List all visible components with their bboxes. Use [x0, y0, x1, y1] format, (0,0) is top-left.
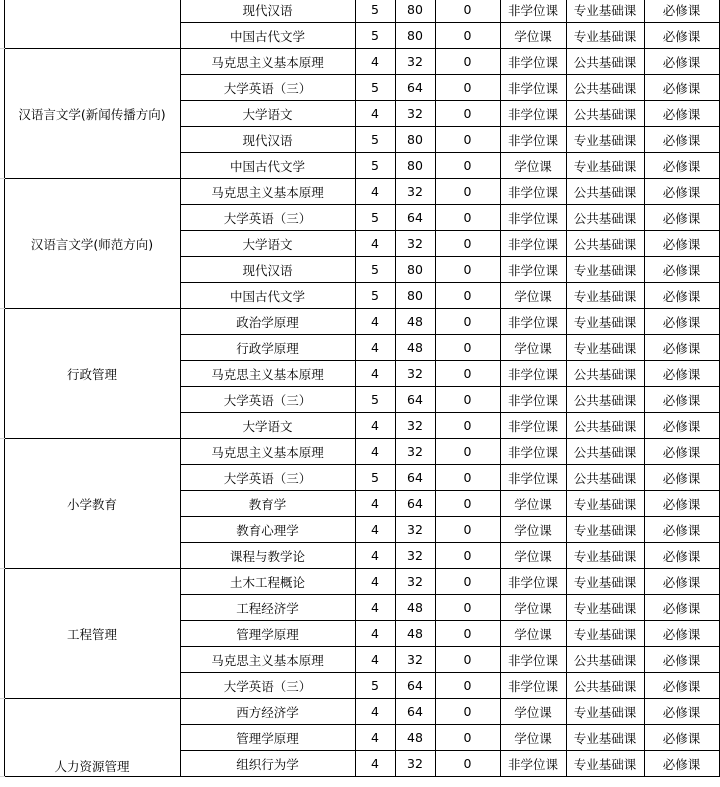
credit-cell: 5	[355, 205, 395, 231]
credit-cell: 5	[355, 75, 395, 101]
degree-type-cell: 学位课	[500, 699, 566, 725]
course-name-cell: 政治学原理	[180, 309, 355, 335]
course-name-cell: 教育心理学	[180, 517, 355, 543]
degree-type-cell: 非学位课	[500, 179, 566, 205]
zero-cell: 0	[435, 725, 500, 751]
credit-cell: 4	[355, 647, 395, 673]
zero-cell: 0	[435, 361, 500, 387]
hours-cell: 80	[395, 257, 435, 283]
zero-cell: 0	[435, 387, 500, 413]
course-category-cell: 公共基础课	[566, 361, 644, 387]
degree-type-cell: 非学位课	[500, 101, 566, 127]
required-type-cell: 必修课	[644, 153, 719, 179]
required-type-cell: 必修课	[644, 699, 719, 725]
hours-cell: 80	[395, 23, 435, 49]
degree-type-cell: 学位课	[500, 491, 566, 517]
credit-cell: 4	[355, 179, 395, 205]
course-name-cell: 教育学	[180, 491, 355, 517]
hours-cell: 32	[395, 647, 435, 673]
credit-cell: 4	[355, 491, 395, 517]
hours-cell: 32	[395, 231, 435, 257]
credit-cell: 5	[355, 153, 395, 179]
zero-cell: 0	[435, 595, 500, 621]
required-type-cell: 必修课	[644, 283, 719, 309]
credit-cell: 4	[355, 751, 395, 777]
credit-cell: 5	[355, 23, 395, 49]
required-type-cell: 必修课	[644, 491, 719, 517]
credit-cell: 4	[355, 621, 395, 647]
zero-cell: 0	[435, 23, 500, 49]
degree-type-cell: 学位课	[500, 725, 566, 751]
course-name-cell: 西方经济学	[180, 699, 355, 725]
degree-type-cell: 学位课	[500, 621, 566, 647]
course-name-cell: 中国古代文学	[180, 153, 355, 179]
course-category-cell: 专业基础课	[566, 0, 644, 23]
course-name-cell: 课程与教学论	[180, 543, 355, 569]
course-name-cell: 马克思主义基本原理	[180, 647, 355, 673]
hours-cell: 48	[395, 621, 435, 647]
credit-cell: 4	[355, 309, 395, 335]
degree-type-cell: 非学位课	[500, 413, 566, 439]
major-name-cell	[4, 0, 180, 49]
course-category-cell: 专业基础课	[566, 621, 644, 647]
major-name-cell: 汉语言文学(师范方向)	[4, 179, 180, 309]
course-category-cell: 公共基础课	[566, 413, 644, 439]
credit-cell: 4	[355, 413, 395, 439]
degree-type-cell: 非学位课	[500, 0, 566, 23]
required-type-cell: 必修课	[644, 621, 719, 647]
degree-type-cell: 非学位课	[500, 309, 566, 335]
zero-cell: 0	[435, 413, 500, 439]
hours-cell: 32	[395, 49, 435, 75]
zero-cell: 0	[435, 439, 500, 465]
credit-cell: 4	[355, 595, 395, 621]
course-name-cell: 马克思主义基本原理	[180, 179, 355, 205]
credit-cell: 4	[355, 361, 395, 387]
course-category-cell: 专业基础课	[566, 725, 644, 751]
degree-type-cell: 学位课	[500, 335, 566, 361]
course-category-cell: 专业基础课	[566, 595, 644, 621]
table-row	[0, 49, 719, 75]
course-name-cell: 行政学原理	[180, 335, 355, 361]
degree-type-cell: 非学位课	[500, 647, 566, 673]
degree-type-cell: 非学位课	[500, 205, 566, 231]
required-type-cell: 必修课	[644, 647, 719, 673]
hours-cell: 64	[395, 465, 435, 491]
course-name-cell: 马克思主义基本原理	[180, 439, 355, 465]
course-name-cell: 现代汉语	[180, 0, 355, 23]
hours-cell: 80	[395, 127, 435, 153]
zero-cell: 0	[435, 335, 500, 361]
zero-cell: 0	[435, 673, 500, 699]
credit-cell: 4	[355, 543, 395, 569]
course-name-cell: 土木工程概论	[180, 569, 355, 595]
hours-cell: 32	[395, 439, 435, 465]
zero-cell: 0	[435, 699, 500, 725]
course-category-cell: 公共基础课	[566, 439, 644, 465]
zero-cell: 0	[435, 205, 500, 231]
required-type-cell: 必修课	[644, 673, 719, 699]
required-type-cell: 必修课	[644, 439, 719, 465]
degree-type-cell: 学位课	[500, 517, 566, 543]
zero-cell: 0	[435, 257, 500, 283]
table-row	[0, 179, 719, 205]
required-type-cell: 必修课	[644, 335, 719, 361]
required-type-cell: 必修课	[644, 309, 719, 335]
course-name-cell: 大学英语（三）	[180, 205, 355, 231]
major-name-cell: 工程管理	[4, 569, 180, 699]
course-category-cell: 公共基础课	[566, 101, 644, 127]
required-type-cell: 必修课	[644, 595, 719, 621]
major-name-cell: 小学教育	[4, 439, 180, 569]
course-name-cell: 现代汉语	[180, 127, 355, 153]
course-name-cell: 大学语文	[180, 101, 355, 127]
zero-cell: 0	[435, 465, 500, 491]
table-row	[0, 569, 719, 595]
hours-cell: 32	[395, 101, 435, 127]
zero-cell: 0	[435, 309, 500, 335]
course-name-cell: 马克思主义基本原理	[180, 361, 355, 387]
hours-cell: 64	[395, 387, 435, 413]
course-category-cell: 专业基础课	[566, 153, 644, 179]
course-category-cell: 专业基础课	[566, 335, 644, 361]
required-type-cell: 必修课	[644, 387, 719, 413]
course-category-cell: 专业基础课	[566, 491, 644, 517]
required-type-cell: 必修课	[644, 101, 719, 127]
hours-cell: 32	[395, 751, 435, 777]
hours-cell: 64	[395, 673, 435, 699]
hours-cell: 32	[395, 543, 435, 569]
zero-cell: 0	[435, 517, 500, 543]
degree-type-cell: 非学位课	[500, 75, 566, 101]
credit-cell: 5	[355, 127, 395, 153]
degree-type-cell: 学位课	[500, 283, 566, 309]
credit-cell: 4	[355, 569, 395, 595]
credit-cell: 4	[355, 335, 395, 361]
credit-cell: 5	[355, 465, 395, 491]
credit-cell: 4	[355, 101, 395, 127]
course-name-cell: 中国古代文学	[180, 23, 355, 49]
hours-cell: 80	[395, 153, 435, 179]
table-row	[0, 699, 719, 725]
course-category-cell: 专业基础课	[566, 23, 644, 49]
course-category-cell: 专业基础课	[566, 517, 644, 543]
hours-cell: 64	[395, 75, 435, 101]
credit-cell: 4	[355, 725, 395, 751]
degree-type-cell: 非学位课	[500, 127, 566, 153]
course-name-cell: 工程经济学	[180, 595, 355, 621]
hours-cell: 64	[395, 491, 435, 517]
course-category-cell: 公共基础课	[566, 387, 644, 413]
course-category-cell: 专业基础课	[566, 283, 644, 309]
course-name-cell: 大学语文	[180, 413, 355, 439]
course-category-cell: 专业基础课	[566, 569, 644, 595]
hours-cell: 32	[395, 517, 435, 543]
course-category-cell: 专业基础课	[566, 257, 644, 283]
course-name-cell: 管理学原理	[180, 621, 355, 647]
hours-cell: 32	[395, 413, 435, 439]
course-category-cell: 公共基础课	[566, 75, 644, 101]
course-category-cell: 专业基础课	[566, 699, 644, 725]
zero-cell: 0	[435, 231, 500, 257]
zero-cell: 0	[435, 179, 500, 205]
degree-type-cell: 非学位课	[500, 439, 566, 465]
required-type-cell: 必修课	[644, 257, 719, 283]
required-type-cell: 必修课	[644, 231, 719, 257]
credit-cell: 4	[355, 49, 395, 75]
hours-cell: 32	[395, 569, 435, 595]
credit-cell: 5	[355, 0, 395, 23]
degree-type-cell: 学位课	[500, 153, 566, 179]
course-category-cell: 公共基础课	[566, 673, 644, 699]
course-name-cell: 中国古代文学	[180, 283, 355, 309]
degree-type-cell: 非学位课	[500, 751, 566, 777]
course-category-cell: 公共基础课	[566, 647, 644, 673]
hours-cell: 32	[395, 361, 435, 387]
major-name-cell: 人力资源管理	[4, 699, 180, 777]
required-type-cell: 必修课	[644, 465, 719, 491]
zero-cell: 0	[435, 621, 500, 647]
degree-type-cell: 非学位课	[500, 49, 566, 75]
credit-cell: 5	[355, 387, 395, 413]
required-type-cell: 必修课	[644, 179, 719, 205]
hours-cell: 48	[395, 725, 435, 751]
required-type-cell: 必修课	[644, 49, 719, 75]
course-category-cell: 公共基础课	[566, 49, 644, 75]
required-type-cell: 必修课	[644, 569, 719, 595]
degree-type-cell: 非学位课	[500, 387, 566, 413]
major-name-cell: 汉语言文学(新闻传播方向)	[4, 49, 180, 179]
degree-type-cell: 非学位课	[500, 231, 566, 257]
course-name-cell: 管理学原理	[180, 725, 355, 751]
course-name-cell: 大学英语（三）	[180, 673, 355, 699]
zero-cell: 0	[435, 75, 500, 101]
hours-cell: 48	[395, 335, 435, 361]
course-category-cell: 专业基础课	[566, 751, 644, 777]
course-category-cell: 公共基础课	[566, 465, 644, 491]
degree-type-cell: 非学位课	[500, 257, 566, 283]
required-type-cell: 必修课	[644, 517, 719, 543]
degree-type-cell: 非学位课	[500, 673, 566, 699]
course-category-cell: 专业基础课	[566, 543, 644, 569]
required-type-cell: 必修课	[644, 205, 719, 231]
credit-cell: 5	[355, 283, 395, 309]
zero-cell: 0	[435, 647, 500, 673]
course-category-cell: 公共基础课	[566, 231, 644, 257]
table-row	[0, 309, 719, 335]
course-category-cell: 公共基础课	[566, 179, 644, 205]
required-type-cell: 必修课	[644, 361, 719, 387]
zero-cell: 0	[435, 153, 500, 179]
required-type-cell: 必修课	[644, 751, 719, 777]
zero-cell: 0	[435, 0, 500, 23]
required-type-cell: 必修课	[644, 75, 719, 101]
required-type-cell: 必修课	[644, 725, 719, 751]
table-row	[0, 0, 719, 23]
course-name-cell: 大学英语（三）	[180, 75, 355, 101]
degree-type-cell: 学位课	[500, 23, 566, 49]
hours-cell: 64	[395, 205, 435, 231]
zero-cell: 0	[435, 543, 500, 569]
course-name-cell: 组织行为学	[180, 751, 355, 777]
degree-type-cell: 非学位课	[500, 465, 566, 491]
zero-cell: 0	[435, 49, 500, 75]
course-name-cell: 大学语文	[180, 231, 355, 257]
degree-type-cell: 非学位课	[500, 361, 566, 387]
course-name-cell: 马克思主义基本原理	[180, 49, 355, 75]
zero-cell: 0	[435, 127, 500, 153]
hours-cell: 48	[395, 595, 435, 621]
hours-cell: 80	[395, 283, 435, 309]
zero-cell: 0	[435, 491, 500, 517]
required-type-cell: 必修课	[644, 127, 719, 153]
zero-cell: 0	[435, 751, 500, 777]
credit-cell: 5	[355, 673, 395, 699]
credit-cell: 4	[355, 231, 395, 257]
table-row	[0, 439, 719, 465]
credit-cell: 4	[355, 699, 395, 725]
hours-cell: 80	[395, 0, 435, 23]
course-name-cell: 大学英语（三）	[180, 465, 355, 491]
hours-cell: 32	[395, 179, 435, 205]
major-name-cell: 行政管理	[4, 309, 180, 439]
course-name-cell: 大学英语（三）	[180, 387, 355, 413]
required-type-cell: 必修课	[644, 413, 719, 439]
course-category-cell: 公共基础课	[566, 205, 644, 231]
hours-cell: 48	[395, 309, 435, 335]
course-name-cell: 现代汉语	[180, 257, 355, 283]
credit-cell: 5	[355, 257, 395, 283]
required-type-cell: 必修课	[644, 0, 719, 23]
zero-cell: 0	[435, 569, 500, 595]
hours-cell: 64	[395, 699, 435, 725]
course-category-cell: 专业基础课	[566, 309, 644, 335]
required-type-cell: 必修课	[644, 543, 719, 569]
required-type-cell: 必修课	[644, 23, 719, 49]
degree-type-cell: 学位课	[500, 543, 566, 569]
zero-cell: 0	[435, 283, 500, 309]
degree-type-cell: 非学位课	[500, 569, 566, 595]
degree-type-cell: 学位课	[500, 595, 566, 621]
course-category-cell: 专业基础课	[566, 127, 644, 153]
credit-cell: 4	[355, 439, 395, 465]
credit-cell: 4	[355, 517, 395, 543]
zero-cell: 0	[435, 101, 500, 127]
